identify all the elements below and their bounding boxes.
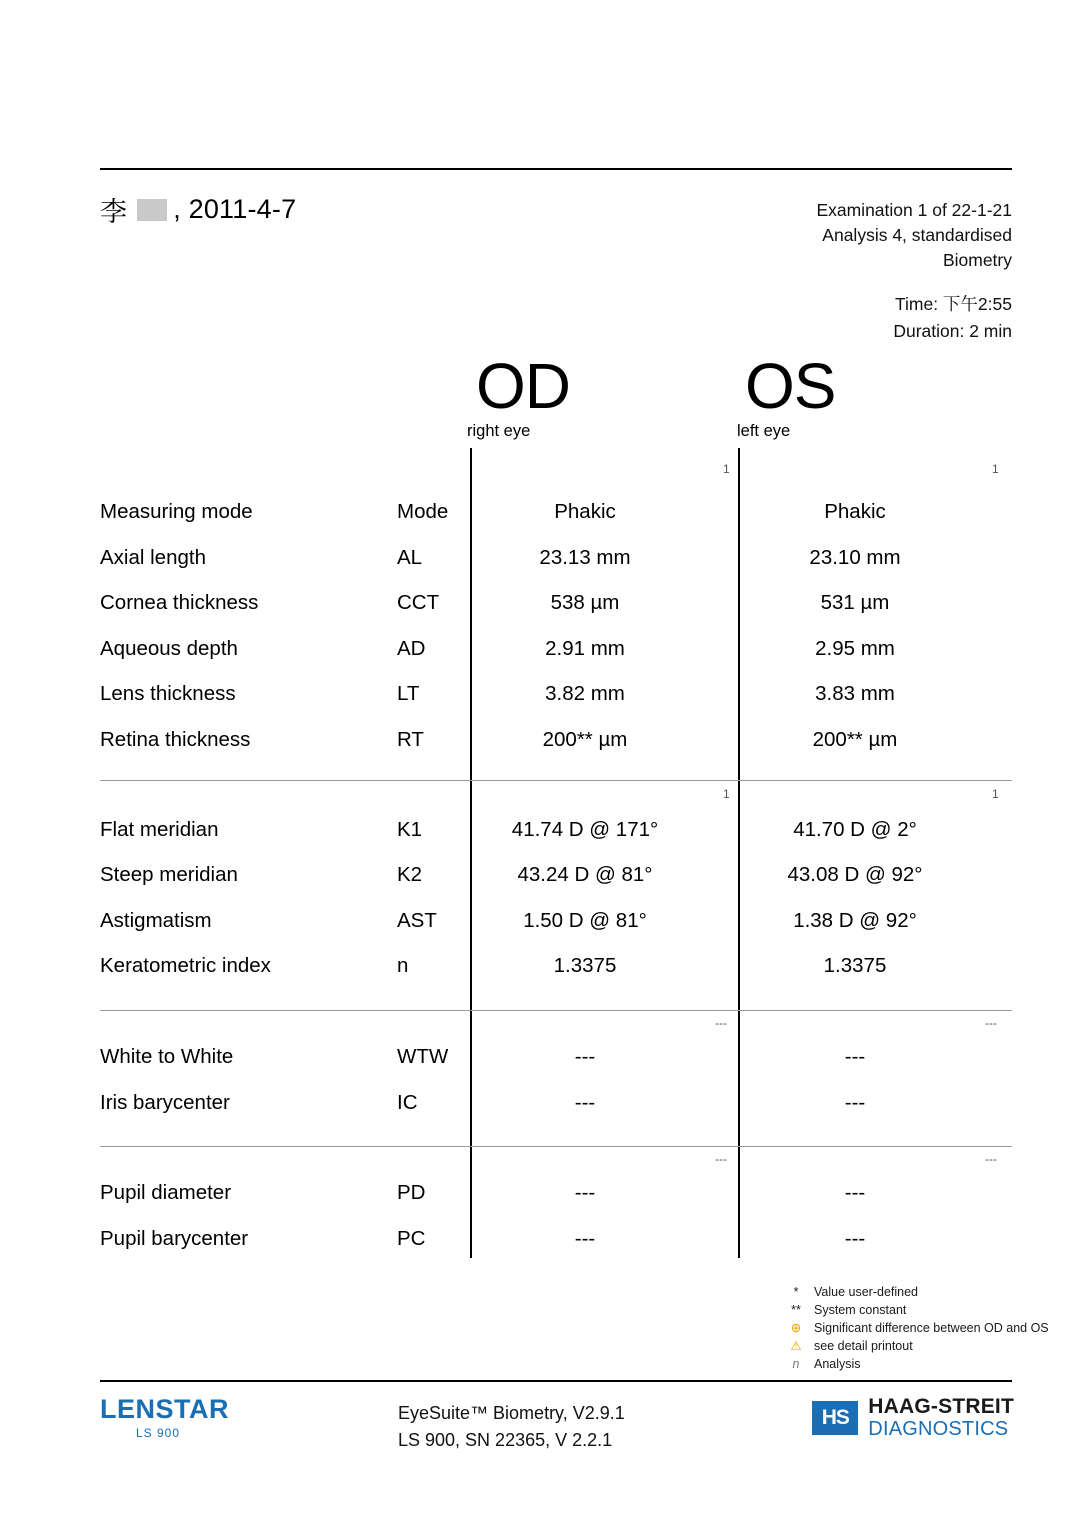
table-row: [100, 1091, 1012, 1137]
row-label: Measuring mode: [100, 500, 253, 523]
software-version: EyeSuite™ Biometry, V2.9.1: [398, 1403, 625, 1423]
row-od-value: 3.82 mm: [545, 682, 625, 705]
table-row: [100, 1227, 1012, 1273]
time-info: [893, 291, 1012, 345]
table-row: [100, 546, 1012, 592]
legend-item: [786, 1283, 1049, 1301]
header-divider: [100, 168, 1012, 170]
table-row: [100, 728, 1012, 774]
legend-text: Value user-defined: [814, 1285, 919, 1299]
os-group3-marker: ---: [985, 1016, 997, 1030]
row-od-value: 1.50 D @ 81°: [523, 909, 647, 932]
row-label: Keratometric index: [100, 954, 271, 977]
row-os-value: ---: [844, 1091, 866, 1114]
row-os-value: 531 µm: [820, 591, 890, 614]
device-serial: LS 900, SN 22365, V 2.2.1: [398, 1430, 613, 1450]
row-label: Aqueous depth: [100, 637, 238, 660]
od-subtitle: right eye: [467, 422, 531, 440]
od-title: OD: [476, 350, 570, 422]
row-abbr: IC: [397, 1091, 418, 1114]
row-os-value: 1.38 D @ 92°: [793, 909, 917, 932]
os-title: OS: [745, 350, 836, 422]
row-abbr: K2: [397, 863, 423, 886]
asterisk-icon: *: [793, 1285, 799, 1299]
row-os-value: 3.83 mm: [815, 682, 895, 705]
legend-item: [786, 1319, 1049, 1337]
row-label: Axial length: [100, 546, 206, 569]
od-group2-marker: 1: [723, 787, 730, 801]
legend: [786, 1283, 1049, 1373]
difference-icon: ⊕: [790, 1321, 802, 1335]
row-abbr: RT: [397, 728, 424, 751]
row-abbr: CCT: [397, 591, 440, 614]
analysis-label: Analysis 4, standardised: [822, 225, 1012, 245]
patient-date: , 2011-4-7: [173, 194, 297, 224]
row-od-value: 43.24 D @ 81°: [517, 863, 653, 886]
row-os-value: ---: [844, 1045, 866, 1068]
row-abbr: WTW: [397, 1045, 449, 1068]
lenstar-logo: [100, 1394, 229, 1440]
row-os-value: 23.10 mm: [809, 546, 901, 569]
lenstar-model: LS 900: [136, 1426, 181, 1440]
exam-time: Time: 下午2:55: [894, 294, 1012, 314]
table-row: [100, 1045, 1012, 1091]
os-subtitle: left eye: [737, 422, 791, 440]
patient-name: 李: [100, 197, 128, 227]
row-os-value: ---: [844, 1227, 866, 1250]
os-group2-marker: 1: [992, 787, 999, 801]
row-os-value: 2.95 mm: [815, 637, 895, 660]
group-divider-1: [100, 780, 1012, 781]
group-divider-2: [100, 1010, 1012, 1011]
table-row: [100, 1181, 1012, 1227]
legend-item: [786, 1301, 1049, 1319]
brand-division: DIAGNOSTICS: [868, 1418, 1009, 1440]
row-label: Astigmatism: [100, 909, 212, 932]
row-abbr: PD: [397, 1181, 426, 1204]
lenstar-name: LENSTAR: [100, 1394, 229, 1424]
row-abbr: Mode: [397, 500, 449, 523]
row-label: Flat meridian: [100, 818, 219, 841]
row-od-value: ---: [574, 1181, 596, 1204]
row-label: Pupil barycenter: [100, 1227, 249, 1250]
software-info: [398, 1400, 625, 1454]
row-os-value: 1.3375: [823, 954, 887, 977]
od-group1-marker: 1: [723, 462, 730, 476]
modality-label: Biometry: [942, 250, 1012, 270]
legend-text: Significant difference between OD and OS: [814, 1321, 1049, 1335]
legend-text: System constant: [814, 1303, 907, 1317]
row-od-value: 41.74 D @ 171°: [511, 818, 659, 841]
table-row: [100, 818, 1012, 864]
patient-header: [100, 190, 296, 229]
analysis-index-icon: n: [792, 1357, 800, 1371]
group-divider-3: [100, 1146, 1012, 1147]
os-group1-marker: 1: [992, 462, 999, 476]
od-group3-marker: ---: [715, 1016, 727, 1030]
row-abbr: AL: [397, 546, 423, 569]
row-os-value: Phakic: [824, 500, 886, 523]
row-abbr: AST: [397, 909, 437, 932]
row-abbr: PC: [397, 1227, 426, 1250]
row-od-value: ---: [574, 1045, 596, 1068]
row-od-value: ---: [574, 1091, 596, 1114]
row-label: Lens thickness: [100, 682, 236, 705]
row-od-value: ---: [574, 1227, 596, 1250]
table-row: [100, 591, 1012, 637]
row-od-value: 1.3375: [553, 954, 617, 977]
exam-duration: Duration: 2 min: [893, 321, 1012, 341]
row-label: Retina thickness: [100, 728, 251, 751]
haag-streit-logo: [812, 1396, 1014, 1440]
row-od-value: 538 µm: [550, 591, 620, 614]
row-label: Steep meridian: [100, 863, 238, 886]
footer-divider: [100, 1380, 1012, 1382]
hs-mark-icon: HS: [812, 1401, 858, 1435]
examination-count: Examination 1 of 22-1-21: [816, 200, 1012, 220]
row-os-value: 200** µm: [812, 728, 898, 751]
os-group4-marker: ---: [985, 1152, 997, 1166]
legend-text: see detail printout: [814, 1339, 913, 1353]
legend-text: Analysis: [814, 1357, 861, 1371]
brand-name: HAAG-STREIT: [868, 1395, 1014, 1418]
patient-name-redaction: [137, 199, 167, 221]
row-label: Iris barycenter: [100, 1091, 230, 1114]
row-od-value: 2.91 mm: [545, 637, 625, 660]
legend-item: [786, 1337, 1049, 1355]
table-row: [100, 909, 1012, 955]
row-label: Cornea thickness: [100, 591, 259, 614]
double-asterisk-icon: **: [791, 1303, 801, 1317]
table-row: [100, 682, 1012, 728]
row-od-value: Phakic: [554, 500, 616, 523]
row-od-value: 23.13 mm: [539, 546, 631, 569]
warning-triangle-icon: ⚠: [790, 1339, 802, 1353]
row-os-value: 41.70 D @ 2°: [793, 818, 917, 841]
table-row: [100, 863, 1012, 909]
table-row: [100, 500, 1012, 546]
row-abbr: K1: [397, 818, 423, 841]
table-row: [100, 954, 1012, 1000]
row-abbr: AD: [397, 637, 426, 660]
table-row: [100, 637, 1012, 683]
row-label: White to White: [100, 1045, 234, 1068]
row-os-value: ---: [844, 1181, 866, 1204]
row-os-value: 43.08 D @ 92°: [787, 863, 923, 886]
legend-item: [786, 1355, 1049, 1373]
row-abbr: n: [397, 954, 409, 977]
od-group4-marker: ---: [715, 1152, 727, 1166]
row-od-value: 200** µm: [542, 728, 628, 751]
row-label: Pupil diameter: [100, 1181, 232, 1204]
examination-info: [816, 198, 1012, 273]
row-abbr: LT: [397, 682, 420, 705]
